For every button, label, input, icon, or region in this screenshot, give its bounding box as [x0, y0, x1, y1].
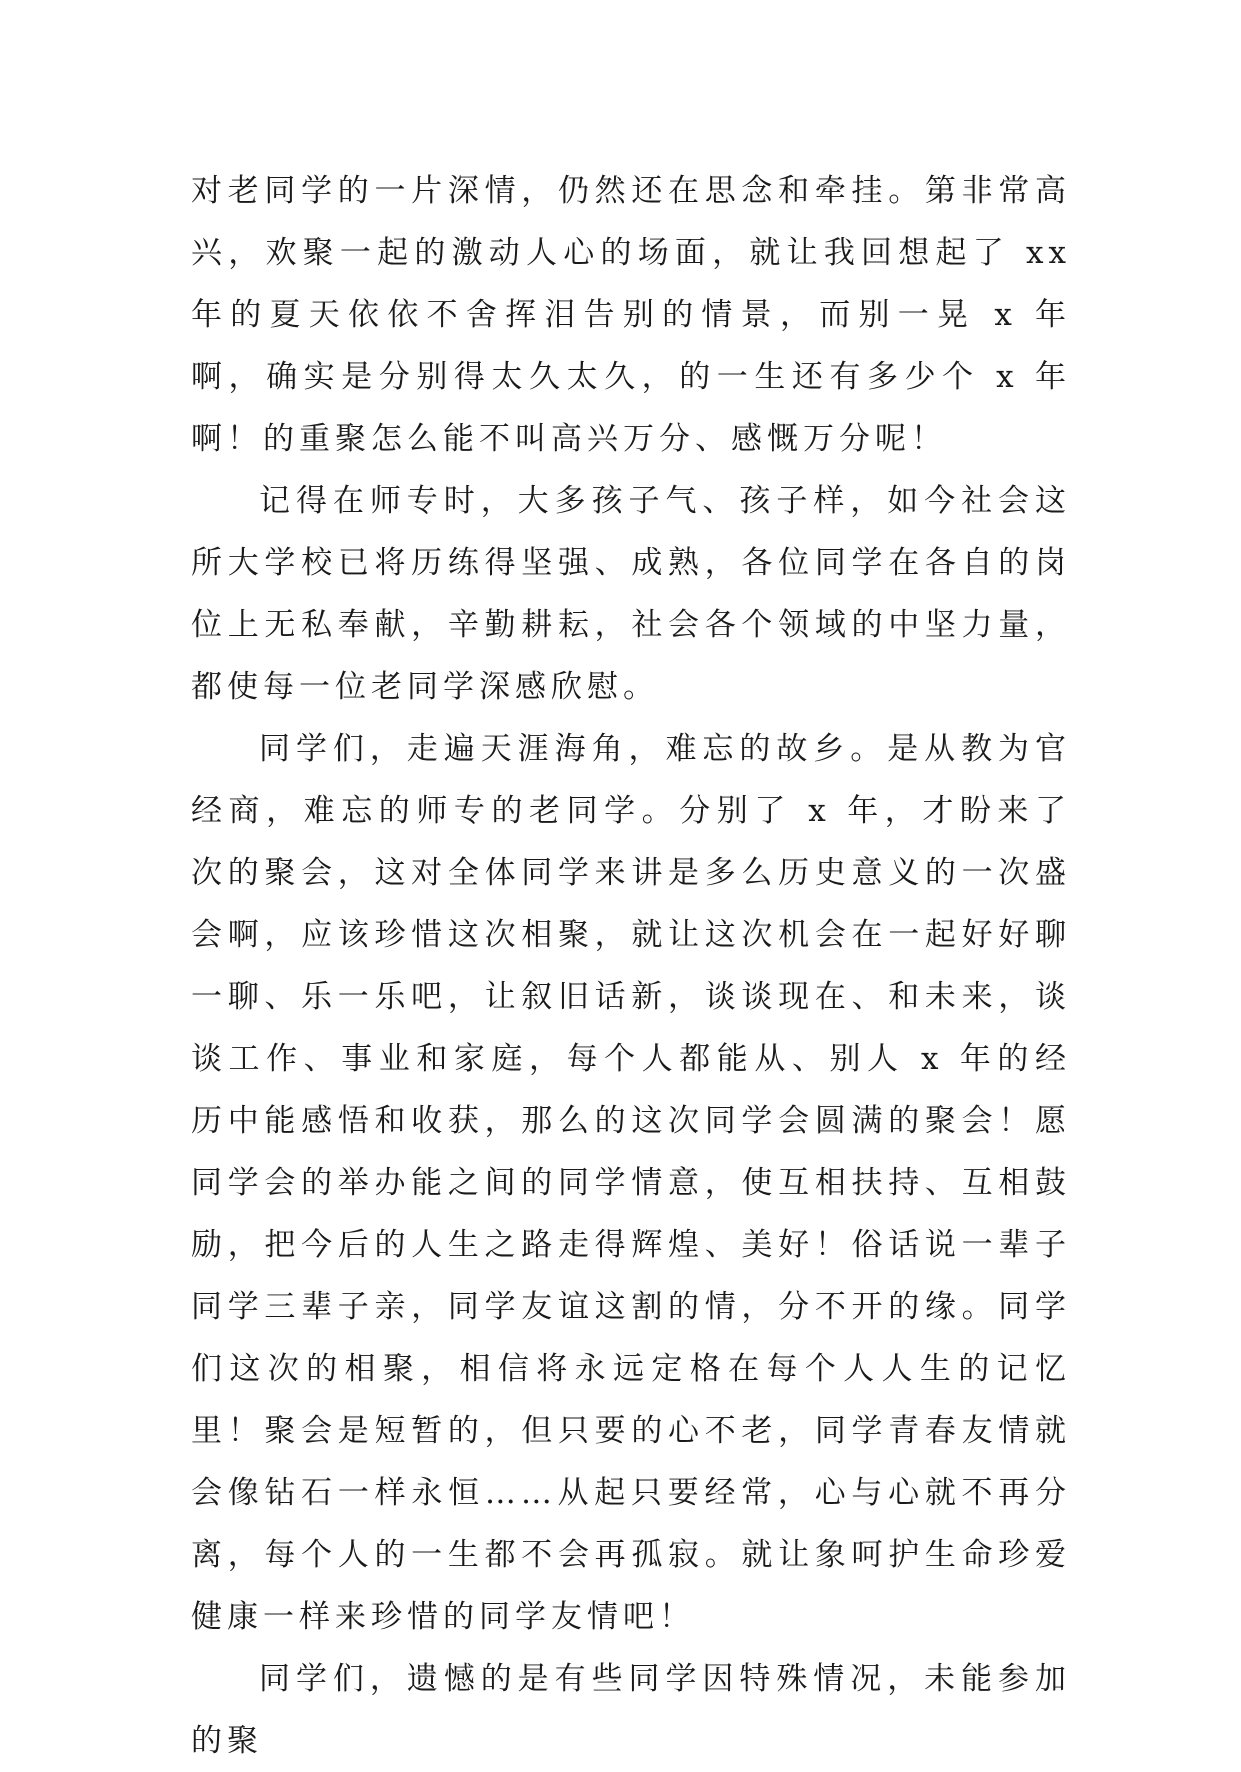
document-body — [191, 160, 1071, 1772]
paragraph-4: 同学们，遗憾的是有些同学因特殊情况，未能参加的聚 — [191, 1661, 1071, 1759]
paragraph-2: 记得在师专时，大多孩子气、孩子样，如今社会这所大学校已将历练得坚强、成熟，各位同学在各自的岗位上无私奉献，辛勤耕耘，社会各个领域的中坚力量，都使每一位老同学深感欣慰。 — [191, 483, 1071, 705]
paragraph-1: 对老同学的一片深情，仍然还在思念和牵挂。第非常高兴，欢聚一起的激动人心的场面，就让我回想起了 xx 年的夏天依依不舍挥泪告别的情景，而别一晃 x 年啊，确实是分别得太久太久，的一生还有多少个 x 年啊！的重聚怎么能不叫高兴万分、感慨万分呢！ — [191, 173, 1071, 457]
paragraph-3: 同学们，走遍天涯海角，难忘的故乡。是从教为官经商，难忘的师专的老同学。分别了 x 年，才盼来了次的聚会，这对全体同学来讲是多么历史意义的一次盛会啊，应该珍惜这次相聚，就让这次机会在一起好好聊一聊、乐一乐吧，让叙旧话新，谈谈现在、和未来，谈谈工作、事业和家庭，每个人都能从、别人 x 年的经历中能感悟和收获，那么的这次同学会圆满的聚会！愿同学会的举办能之间的同学情意，使互相扶持、互相鼓励，把今后的人生之路走得辉煌、美好！俗话说一辈子同学三辈子亲，同学友谊这割的情，分不开的缘。同学们这次的相聚，相信将永远定格在每个人人生的记忆里！聚会是短暂的，但只要的心不老，同学青春友情就会像钻石一样永恒……从起只要经常，心与心就不再分离，每个人的一生都不会再孤寂。就让象呵护生命珍爱健康一样来珍惜的同学友情吧！ — [191, 731, 1071, 1635]
